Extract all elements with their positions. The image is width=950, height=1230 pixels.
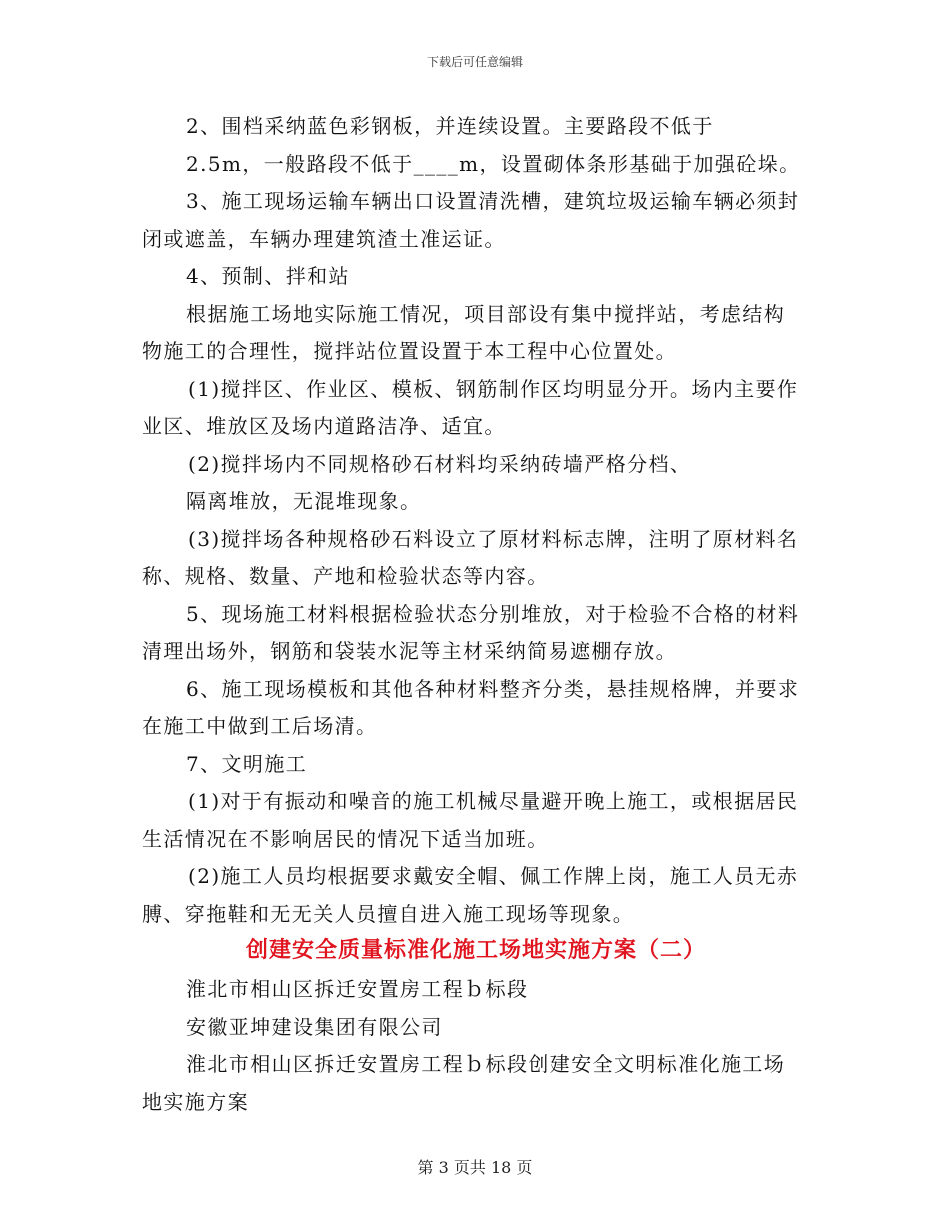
paragraph-line: 生活情况在不影响居民的情况下适当加班。 xyxy=(142,826,549,851)
paragraph-line: 物施工的合理性，搅拌站位置设置于本工程中心位置处。 xyxy=(142,339,677,363)
paragraph-line: 淮北市相山区拆迁安置房工程ｂ标段 xyxy=(186,977,529,1001)
page-number: 第 3 页共 18 页 xyxy=(417,1158,533,1177)
paragraph-line: 3、施工现场运输车辆出口设置清洗槽，建筑垃圾运输车辆必须封 xyxy=(186,189,800,213)
paragraph-line: 膊、穿拖鞋和无无关人员擅自进入施工现场等现象。 xyxy=(142,901,635,926)
paragraph-line: 称、规格、数量、产地和检验状态等内容。 xyxy=(142,564,549,588)
paragraph-line: (2)施工人员均根据要求戴安全帽、佩工作牌上岗，施工人员无赤 xyxy=(188,864,799,888)
paragraph-line: 隔离堆放，无混堆现象。 xyxy=(186,489,422,513)
document-body xyxy=(142,108,810,1121)
paragraph-line: (2)搅拌场内不同规格砂石材料均采纳砖墙严格分档、 xyxy=(188,451,692,476)
paragraph-line: 安徽亚坤建设集团有限公司 xyxy=(186,1014,443,1039)
paragraph-line: 清理出场外，钢筋和袋装水泥等主材采纳简易遮棚存放。 xyxy=(142,639,677,663)
paragraph-line: 7、文明施工 xyxy=(186,751,308,776)
paragraph-line: 淮北市相山区拆迁安置房工程ｂ标段创建安全文明标准化施工场 xyxy=(186,1052,786,1076)
header-note: 下载后可任意编辑 xyxy=(426,55,523,69)
paragraph-line: (1)对于有振动和噪音的施工机械尽量避开晚上施工，或根据居民 xyxy=(188,789,799,813)
paragraph-line: 6、施工现场模板和其他各种材料整齐分类，悬挂规格牌，并要求 xyxy=(186,676,800,701)
paragraph-line: 根据施工场地实际施工情况，项目部设有集中搅拌站，考虑结构 xyxy=(186,301,786,326)
paragraph-line: 在施工中做到工后场清。 xyxy=(142,714,378,738)
paragraph-line: 4、预制、拌和站 xyxy=(186,264,350,288)
paragraph-line: 地实施方案 xyxy=(142,1089,249,1114)
paragraph-line: (1)搅拌区、作业区、模板、钢筋制作区均明显分开。场内主要作 xyxy=(188,376,799,401)
paragraph-line: 5、现场施工材料根据检验状态分别堆放，对于检验不合格的材料 xyxy=(186,601,800,626)
paragraph-line: 闭或遮盖，车辆办理建筑渣土准运证。 xyxy=(142,226,506,251)
paragraph-line: (3)搅拌场各种规格砂石料设立了原材料标志牌，注明了原材料名 xyxy=(188,526,799,551)
section-title: 创建安全质量标准化施工场地实施方案（二） xyxy=(245,938,706,963)
paragraph-line: 业区、堆放区及场内道路洁净、适宜。 xyxy=(142,414,506,438)
paragraph-line: 2.5m，一般路段不低于____m，设置砌体条形基础于加强砼垛。 xyxy=(186,151,801,176)
paragraph-line: 2、围档采纳蓝色彩钢板，并连续设置。主要路段不低于 xyxy=(186,114,714,138)
